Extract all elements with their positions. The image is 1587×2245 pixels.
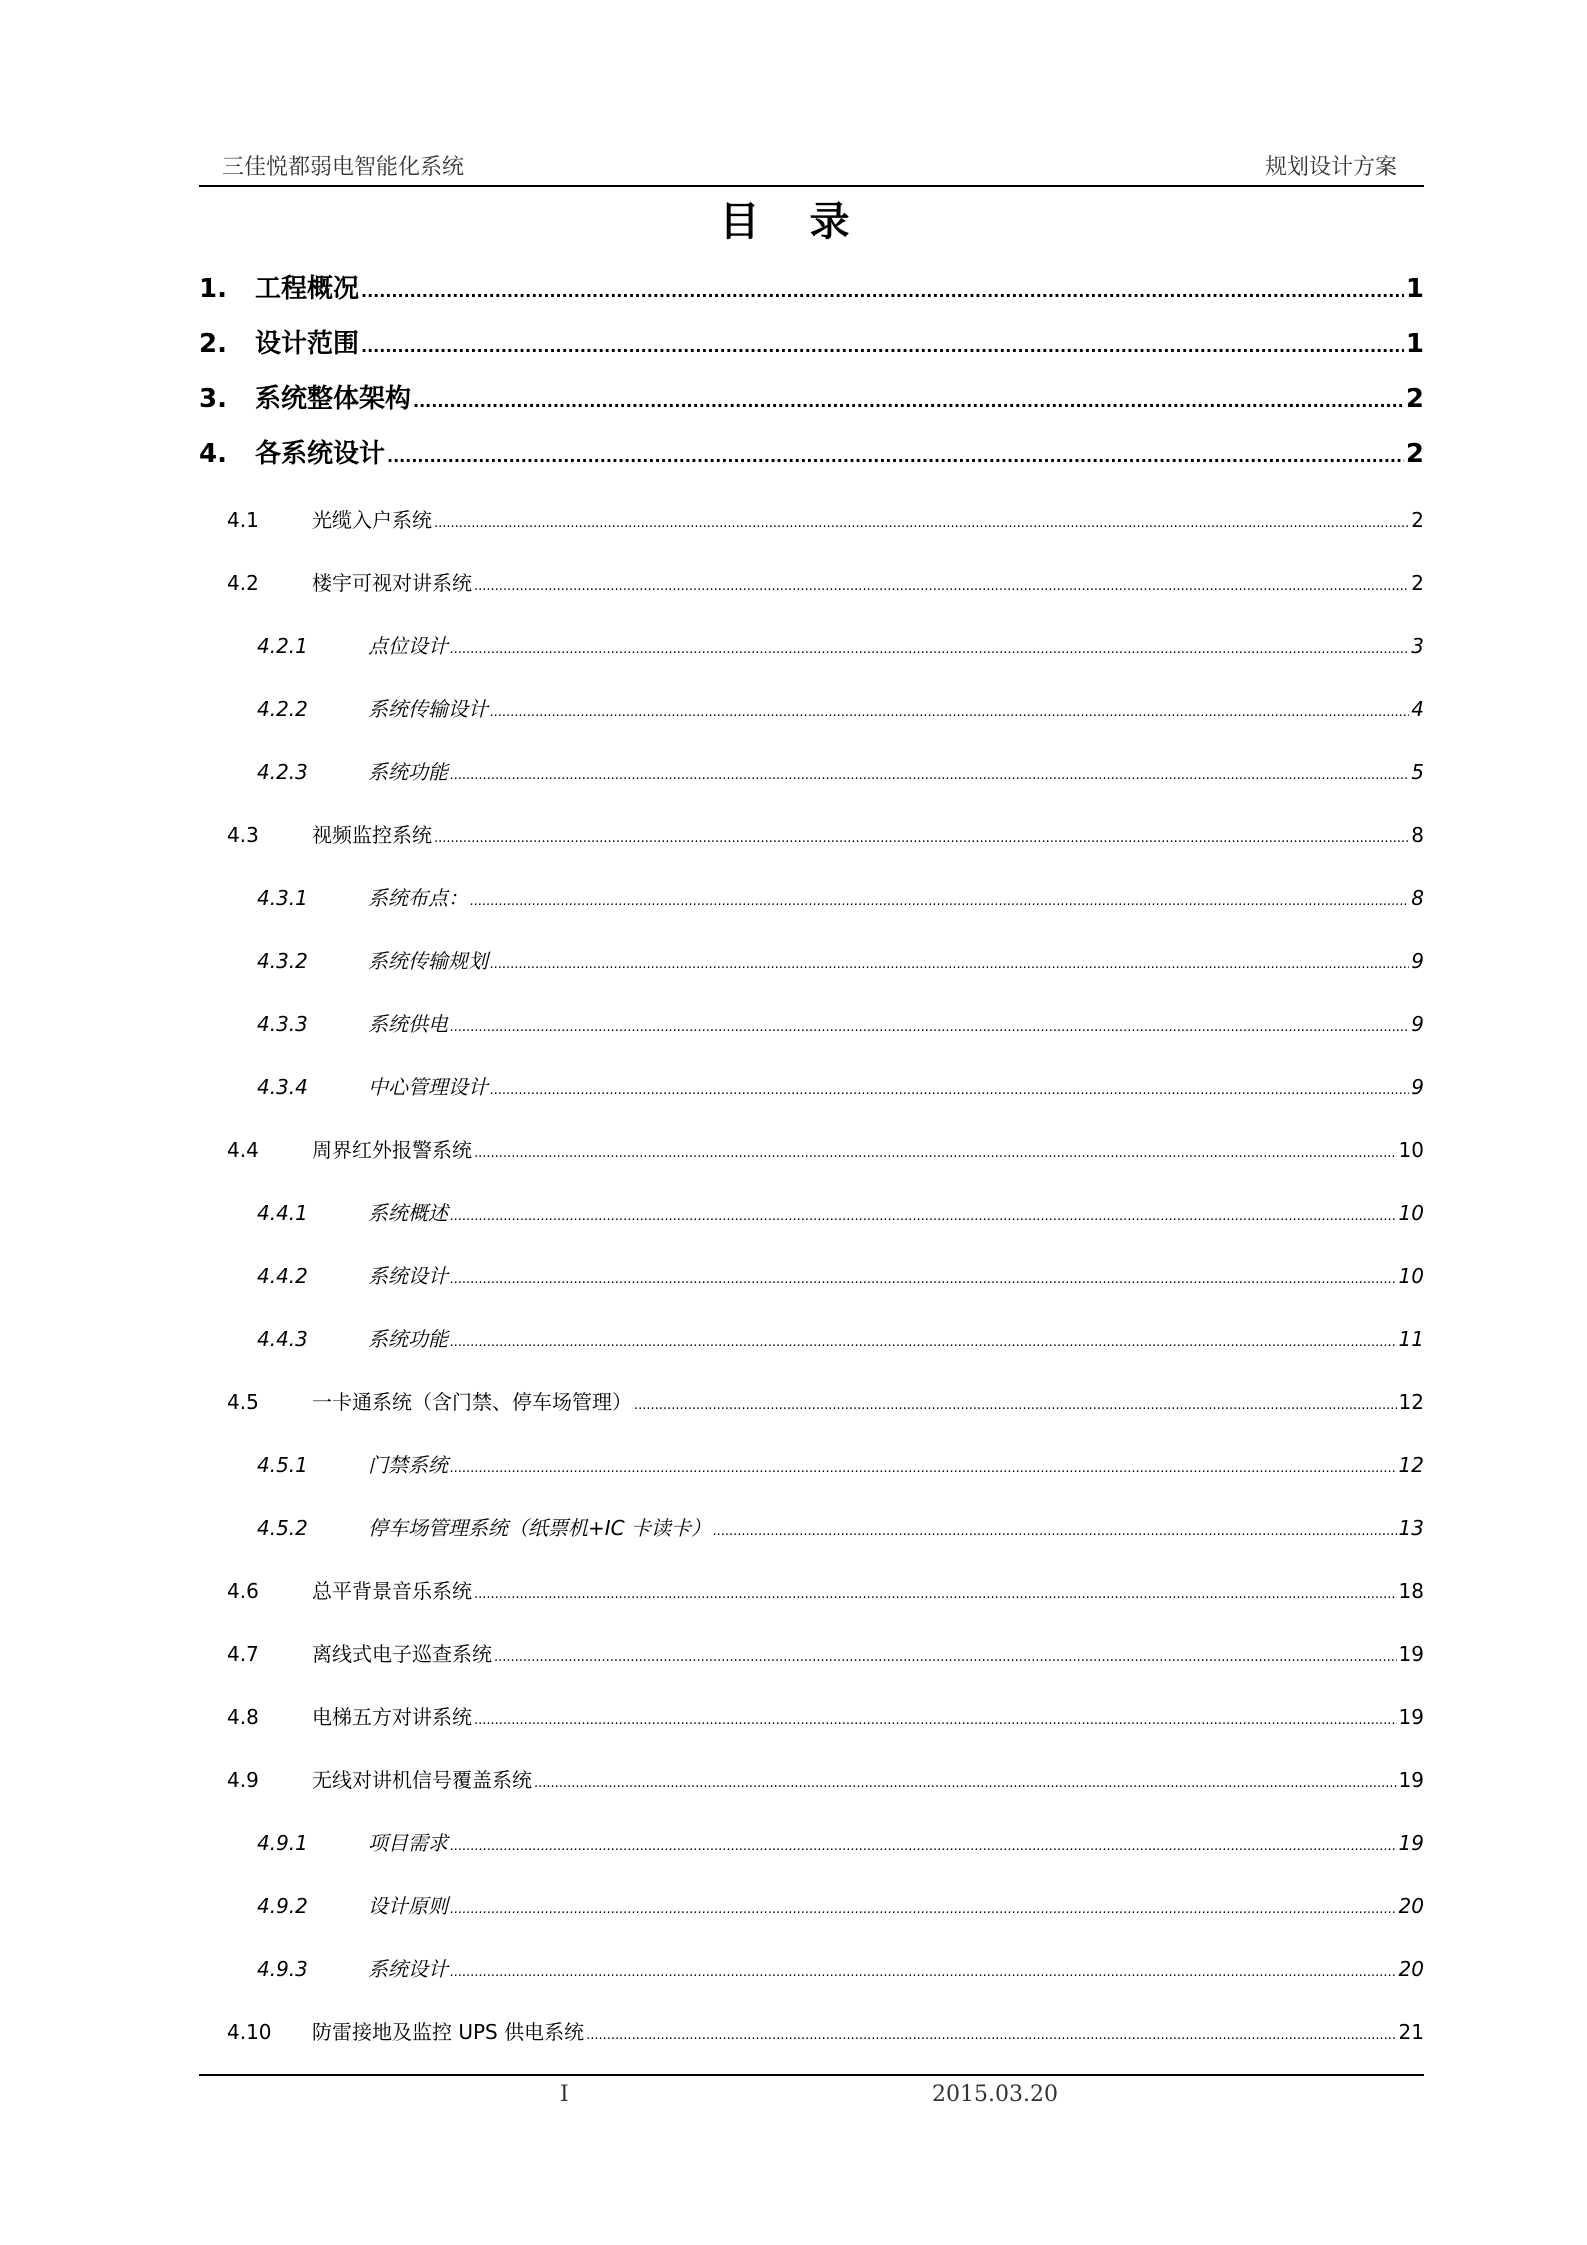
toc-entry-page: 4 (1411, 697, 1424, 721)
toc-leader-dots (713, 1524, 1397, 1539)
toc-entry[interactable] (199, 1134, 1424, 1163)
toc-entry[interactable] (199, 1071, 1424, 1100)
toc-entry-title: 离线式电子巡查系统 (312, 1642, 492, 1666)
toc-entry-number: 4.1 (227, 508, 259, 532)
toc-entry-title: 项目需求 (368, 1831, 448, 1855)
toc-leader-dots (450, 1020, 1409, 1035)
toc-entry-page: 9 (1411, 1075, 1424, 1099)
toc-entry-number: 4.9.1 (257, 1831, 308, 1855)
toc-leader-dots (450, 1965, 1397, 1980)
toc-entry[interactable] (199, 945, 1424, 974)
toc-entry-page: 11 (1398, 1327, 1424, 1351)
toc-entry-number: 4.7 (227, 1642, 259, 1666)
toc-entry-number: 4.4.2 (257, 1264, 308, 1288)
toc-entry-page: 1 (1405, 274, 1424, 304)
toc-entry-number: 4.5.1 (257, 1453, 308, 1477)
toc-entry-number: 3. (199, 384, 227, 414)
toc-entry-title: 停车场管理系统（纸票机+IC 卡读卡） (368, 1516, 711, 1540)
toc-entry[interactable] (199, 1008, 1424, 1037)
toc-entry-title: 系统设计 (368, 1264, 448, 1288)
toc-entry-page: 2 (1405, 439, 1424, 469)
toc-entry[interactable] (199, 1386, 1424, 1415)
toc-leader-dots (387, 447, 1404, 466)
toc-entry[interactable] (199, 630, 1424, 659)
toc-entry-title: 视频监控系统 (312, 823, 432, 847)
toc-entry-title: 系统布点： (368, 886, 468, 910)
toc-entry-title: 各系统设计 (255, 439, 386, 469)
toc-entry-number: 4.2.1 (257, 634, 308, 658)
toc-entry-title: 系统功能 (368, 760, 448, 784)
toc-leader-dots (474, 579, 1409, 594)
toc-entry-title: 防雷接地及监控 UPS 供电系统 (312, 2020, 585, 2044)
toc-leader-dots (470, 894, 1409, 909)
toc-entry-number: 4.2.3 (257, 760, 308, 784)
toc-entry-number: 4.3.1 (257, 886, 308, 910)
toc-entry-page: 20 (1398, 1957, 1424, 1981)
toc-entry-page: 1 (1405, 329, 1424, 359)
toc-entry-page: 19 (1398, 1642, 1424, 1666)
header-left: 三佳悦都弱电智能化系统 (222, 155, 465, 180)
toc-leader-dots (450, 642, 1409, 657)
toc-entry[interactable] (199, 433, 1424, 470)
toc-entry[interactable] (199, 1953, 1424, 1982)
toc-entry[interactable] (199, 567, 1424, 596)
toc-entry[interactable] (199, 1890, 1424, 1919)
toc-entry-number: 4.3 (227, 823, 259, 847)
toc-entry-title: 点位设计 (368, 634, 448, 658)
header-right: 规划设计方案 (1264, 155, 1397, 180)
toc-leader-dots (490, 957, 1409, 972)
toc-leader-dots (450, 1902, 1397, 1917)
toc-entry-number: 4.4.1 (257, 1201, 308, 1225)
toc-entry-page: 10 (1398, 1138, 1424, 1162)
toc-entry-title: 系统设计 (368, 1957, 448, 1981)
toc-entry-number: 4.4 (227, 1138, 259, 1162)
toc-entry[interactable] (199, 693, 1424, 722)
toc-entry-title: 周界红外报警系统 (312, 1138, 472, 1162)
page-title: 目 录 (719, 199, 868, 245)
toc-entry-number: 4.3.3 (257, 1012, 308, 1036)
toc-entry[interactable] (199, 1197, 1424, 1226)
toc-entry-page: 19 (1398, 1768, 1424, 1792)
toc-entry[interactable] (199, 323, 1424, 360)
toc-entry[interactable] (199, 882, 1424, 911)
toc-leader-dots (586, 2028, 1396, 2043)
toc-entry-number: 4.3.2 (257, 949, 308, 973)
toc-entry-page: 13 (1398, 1516, 1424, 1540)
toc-entry-page: 19 (1398, 1705, 1424, 1729)
toc-entry[interactable] (199, 1827, 1424, 1856)
toc-entry-title: 工程概况 (255, 274, 360, 304)
toc-entry-page: 9 (1411, 1012, 1424, 1036)
toc-entry[interactable] (199, 1638, 1424, 1667)
toc-entry[interactable] (199, 1260, 1424, 1289)
toc-leader-dots (474, 1713, 1397, 1728)
toc-entry-title: 系统传输设计 (368, 697, 488, 721)
toc-entry[interactable] (199, 2016, 1424, 2045)
toc-entry-page: 20 (1398, 1894, 1424, 1918)
toc-leader-dots (434, 831, 1409, 846)
toc-entry-page: 5 (1411, 760, 1424, 784)
toc-entry-page: 3 (1411, 634, 1424, 658)
toc-entry-title: 一卡通系统（含门禁、停车场管理） (312, 1390, 632, 1414)
toc-leader-dots (490, 1083, 1409, 1098)
toc-leader-dots (450, 1272, 1397, 1287)
toc-entry-number: 4.10 (227, 2020, 272, 2044)
toc-entry-number: 4.9.3 (257, 1957, 308, 1981)
toc-entry[interactable] (199, 1701, 1424, 1730)
toc-leader-dots (494, 1650, 1397, 1665)
toc-entry-number: 4.9 (227, 1768, 259, 1792)
toc-entry[interactable] (199, 1323, 1424, 1352)
toc-entry-title: 楼宇可视对讲系统 (312, 571, 472, 595)
toc-entry[interactable] (199, 1764, 1424, 1793)
toc-leader-dots (450, 1461, 1397, 1476)
toc-entry-title: 设计范围 (255, 329, 360, 359)
footer-page-number: I (560, 2082, 569, 2107)
footer-divider (199, 2074, 1424, 2076)
toc-entry-title: 系统整体架构 (255, 384, 412, 414)
toc-entry-page: 2 (1405, 384, 1424, 414)
toc-leader-dots (413, 392, 1404, 411)
toc-entry-page: 10 (1398, 1264, 1424, 1288)
toc-entry-title: 总平背景音乐系统 (312, 1579, 472, 1603)
toc-entry-number: 4. (199, 439, 227, 469)
toc-entry[interactable] (199, 819, 1424, 848)
footer-date: 2015.03.20 (932, 2082, 1058, 2107)
toc-entry-page: 19 (1398, 1831, 1424, 1855)
toc-entry-number: 2. (199, 329, 227, 359)
toc-entry[interactable] (199, 1449, 1424, 1478)
toc-leader-dots (450, 1209, 1397, 1224)
toc-entry-page: 18 (1398, 1579, 1424, 1603)
toc-entry-title: 系统功能 (368, 1327, 448, 1351)
toc-entry-number: 4.3.4 (257, 1075, 308, 1099)
toc-entry-number: 4.9.2 (257, 1894, 308, 1918)
toc-entry[interactable] (199, 504, 1424, 533)
toc-leader-dots (474, 1587, 1397, 1602)
toc-leader-dots (434, 516, 1409, 531)
toc-entry-number: 4.2 (227, 571, 259, 595)
toc-entry[interactable] (199, 268, 1424, 305)
toc-entry-page: 9 (1411, 949, 1424, 973)
toc-entry-page: 2 (1411, 508, 1424, 532)
toc-entry[interactable] (199, 378, 1424, 415)
toc-entry-page: 8 (1411, 823, 1424, 847)
toc-entry-title: 设计原则 (368, 1894, 448, 1918)
toc-entry-title: 系统供电 (368, 1012, 448, 1036)
toc-leader-dots (450, 768, 1409, 783)
toc-entry-number: 4.4.3 (257, 1327, 308, 1351)
toc-entry-title: 中心管理设计 (368, 1075, 488, 1099)
toc-entry-number: 4.8 (227, 1705, 259, 1729)
toc-entry[interactable] (199, 1575, 1424, 1604)
toc-leader-dots (450, 1335, 1397, 1350)
toc-entry-number: 4.6 (227, 1579, 259, 1603)
toc-leader-dots (450, 1839, 1397, 1854)
toc-entry-number: 1. (199, 274, 227, 304)
toc-entry-title: 系统传输规划 (368, 949, 488, 973)
toc-entry[interactable] (199, 1512, 1424, 1541)
toc-entry-title: 系统概述 (368, 1201, 448, 1225)
toc-entry-title: 门禁系统 (368, 1453, 448, 1477)
toc-entry-title: 光缆入户系统 (312, 508, 432, 532)
toc-entry-number: 4.5 (227, 1390, 259, 1414)
toc-entry-page: 21 (1398, 2020, 1424, 2044)
header-divider (199, 185, 1424, 187)
toc-entry-number: 4.5.2 (257, 1516, 308, 1540)
toc-leader-dots (490, 705, 1409, 720)
toc-leader-dots (534, 1776, 1397, 1791)
toc-entry-page: 12 (1398, 1453, 1424, 1477)
toc-entry-page: 8 (1411, 886, 1424, 910)
toc-entry-page: 12 (1398, 1390, 1424, 1414)
toc-leader-dots (474, 1146, 1397, 1161)
toc-leader-dots (361, 282, 1404, 301)
toc-entry-title: 电梯五方对讲系统 (312, 1705, 472, 1729)
toc-entry-number: 4.2.2 (257, 697, 308, 721)
toc-entry-page: 10 (1398, 1201, 1424, 1225)
toc-entry-page: 2 (1411, 571, 1424, 595)
toc-entry-title: 无线对讲机信号覆盖系统 (312, 1768, 532, 1792)
toc-leader-dots (361, 337, 1404, 356)
toc-entry[interactable] (199, 756, 1424, 785)
toc-leader-dots (634, 1398, 1397, 1413)
